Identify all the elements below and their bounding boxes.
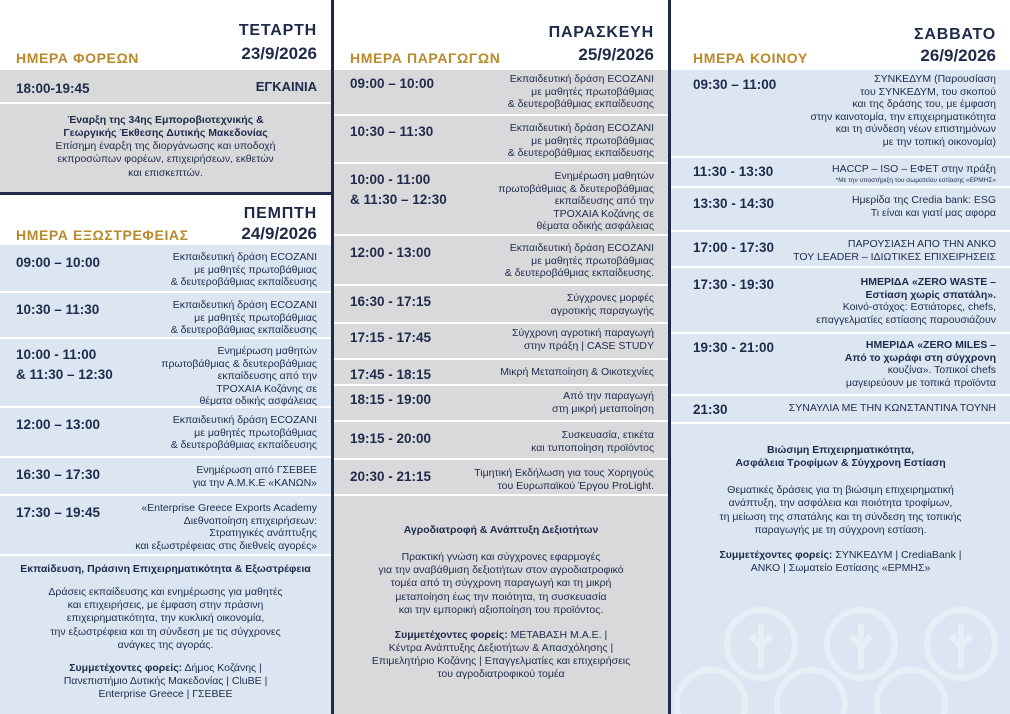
desc-line: Ενημέρωση μαθητών bbox=[554, 170, 654, 182]
desc-line: Κοινό-στόχος: Εστιάτορες, chefs, bbox=[842, 301, 996, 314]
partners-line: ΑΝΚΟ | Σωματείο Εστίασης «ΕΡΜΗΣ» bbox=[750, 561, 931, 574]
schedule-time: 10:30 – 11:30 bbox=[350, 124, 434, 139]
partners-line: ΜΕΤΑΒΑΣΗ Μ.Α.Ε. | bbox=[510, 628, 608, 641]
schedule-row bbox=[671, 334, 1010, 396]
desc-line: θέματα οδικής ασφάλειας bbox=[536, 220, 654, 233]
schedule-time: 09:00 – 10:00 bbox=[350, 76, 435, 91]
desc-line: Εκπαιδευτική δράση ECOZANI bbox=[172, 251, 317, 263]
schedule-time: 19:30 - 21:00 bbox=[693, 340, 775, 355]
desc-line: Συσκευασία, ετικέτα bbox=[561, 429, 654, 441]
schedule-time: 18:00-19:45 bbox=[16, 81, 90, 96]
schedule-time: 10:30 – 11:30 bbox=[16, 302, 100, 317]
info-line: μεταποίηση έως την ποιότητα, τη συσκευασία bbox=[395, 590, 607, 603]
partners-line: Επιμελητήριο Κοζάνης | Επαγγελματίες και επιχειρήσεις bbox=[371, 655, 631, 667]
desc-line: με μαθητές πρωτοβάθμιας bbox=[194, 311, 317, 324]
decorative-pattern-icon bbox=[671, 574, 1010, 714]
schedule-desc bbox=[552, 390, 654, 415]
schedule-desc bbox=[531, 429, 654, 454]
schedule-desc bbox=[811, 73, 996, 149]
schedule-desc bbox=[171, 414, 317, 452]
partners-line: ΣΥΝΚΕΔΥΜ | CrediaBank | bbox=[835, 548, 962, 561]
desc-line: αγροτικής παραγωγής bbox=[550, 304, 654, 317]
schedule-row bbox=[334, 324, 668, 360]
desc-line: στην καινοτομία, την επιχειρηματικότητα bbox=[810, 110, 996, 123]
desc-line: και τη σύνδεση νέων επιστημόνων bbox=[835, 123, 996, 136]
info-title-line: Βιώσιμη Επιχειρηματικότητα, bbox=[766, 444, 914, 456]
schedule-row bbox=[671, 268, 1010, 334]
desc-line: με την τοπική οικονομία) bbox=[882, 135, 996, 148]
schedule-time bbox=[16, 345, 113, 384]
haccp-note: *Με την υποστήριξη του σωματείου εστίασης «ΕΡΜΗΣ» bbox=[835, 177, 996, 184]
partners-label: Συμμετέχοντες φορείς: bbox=[719, 548, 833, 561]
desc-line: ΣΥΝΚΕΔΥΜ (Παρουσίαση bbox=[874, 73, 996, 85]
desc-line: με μαθητές πρωτοβάθμιας bbox=[194, 263, 317, 276]
desc-line: «Enterprise Greece Exports Academy bbox=[141, 502, 317, 514]
info-title: Αγροδιατροφή & Ανάπτυξη Δεξιοτήτων bbox=[403, 524, 599, 536]
desc-line: & δευτεροβάθμιας εκπαίδευσης bbox=[170, 439, 317, 452]
desc-line: & δευτεροβάθμιας εκπαίδευσης bbox=[507, 98, 654, 111]
desc-line: Εκπαιδευτική δράση ECOZANI bbox=[509, 73, 654, 85]
schedule-time: 17:45 - 18:15 bbox=[350, 367, 432, 382]
desc-line: και εξωστρέφειας στις διεθνείς αγορές» bbox=[135, 539, 317, 552]
wednesday-opening-row bbox=[0, 70, 331, 104]
schedule-desc bbox=[505, 242, 654, 280]
schedule-time: 17:30 – 19:45 bbox=[16, 505, 101, 520]
desc-line: & δευτεροβάθμιας εκπαίδευσης. bbox=[504, 267, 654, 280]
partners-line: του αγροδιατροφικού τομέα bbox=[437, 668, 565, 681]
opening-bold-line: Γεωργικής Έκθεσης Δυτικής Μακεδονίας bbox=[63, 127, 268, 140]
schedule-desc bbox=[793, 238, 996, 263]
desc-line: & δευτεροβάθμιας εκπαίδευσης bbox=[507, 147, 654, 160]
saturday-day-type: ΗΜΕΡΑ ΚΟΙΝΟΥ bbox=[693, 50, 808, 66]
opening-desc-line: και επισκεπτών. bbox=[128, 166, 203, 179]
info-body bbox=[683, 484, 998, 537]
desc-line: εκπαίδευσης από την bbox=[554, 195, 654, 208]
schedule-row bbox=[0, 408, 331, 458]
opening-label: ΕΓΚΑΙΝΙΑ bbox=[255, 79, 317, 94]
desc-line: ΗΜΕΡΙΔΑ «ZERO WASTE – bbox=[860, 276, 996, 288]
column-wednesday-thursday bbox=[0, 0, 331, 714]
schedule-desc bbox=[161, 345, 317, 408]
desc-line: HACCP – ISO – ΕΦΕΤ στην πράξη bbox=[832, 163, 996, 175]
info-line: για την αναβάθμιση δεξιοτήτων στον αγροδιατροφικό bbox=[378, 564, 624, 577]
desc-line: Εκπαιδευτική δράση ECOZANI bbox=[172, 414, 317, 426]
column-friday bbox=[334, 0, 668, 714]
partners-label: Συμμετέχοντες φορείς: bbox=[69, 661, 183, 674]
partners-line: Enterprise Greece | ΓΣΕΒΕΕ bbox=[98, 688, 233, 700]
friday-info bbox=[346, 524, 656, 681]
schedule-desc bbox=[789, 402, 996, 415]
desc-line: & δευτεροβάθμιας εκπαίδευσης bbox=[170, 324, 317, 337]
schedule-desc bbox=[832, 163, 996, 176]
opening-desc-line: εκπροσώπων φορέων, επιχειρήσεων, εκθετών bbox=[57, 153, 274, 166]
schedule-row bbox=[334, 386, 668, 422]
info-line: τομέα από τη σύγχρονη παραγωγή και τη μικρή bbox=[390, 577, 612, 590]
info-partners bbox=[683, 549, 998, 575]
desc-line: Μικρή Μεταποίηση & Οικοτεχνίες bbox=[500, 366, 654, 378]
desc-line: Ενημέρωση μαθητών bbox=[217, 345, 317, 357]
info-line: την εξωστρέφεια και τη σύνδεση με τις σύγχρονες bbox=[50, 625, 281, 638]
saturday-header bbox=[671, 0, 1010, 70]
schedule-time: 16:30 – 17:30 bbox=[16, 467, 101, 482]
schedule-row bbox=[334, 422, 668, 460]
thursday-info bbox=[12, 563, 319, 701]
schedule-time: 21:30 bbox=[693, 402, 728, 417]
wednesday-header bbox=[0, 0, 331, 70]
schedule-row bbox=[671, 158, 1010, 188]
info-line: και την εμπορική αξιοποίηση του προϊόντος. bbox=[398, 603, 604, 616]
schedule-row bbox=[671, 396, 1010, 424]
saturday-date: 26/9/2026 bbox=[920, 46, 996, 65]
friday-day-name: ΠΑΡΑΣΚΕΥΗ bbox=[548, 24, 654, 41]
desc-line: με μαθητές πρωτοβάθμιας bbox=[531, 254, 654, 267]
schedule-row bbox=[334, 116, 668, 164]
desc-line: του Ευρωπαϊκού Έργου ProLight. bbox=[497, 479, 654, 492]
desc-line: στη μικρή μεταποίηση bbox=[552, 402, 654, 415]
schedule-desc bbox=[551, 292, 654, 317]
schedule-desc bbox=[474, 467, 654, 492]
schedule-row bbox=[334, 236, 668, 286]
schedule-time: 17:00 - 17:30 bbox=[693, 240, 775, 255]
schedule-row bbox=[334, 460, 668, 496]
info-title: Εκπαίδευση, Πράσινη Επιχειρηματικότητα & Εξωστρέφεια bbox=[20, 563, 311, 575]
schedule-desc bbox=[845, 339, 996, 389]
wednesday-date: 23/9/2026 bbox=[241, 44, 317, 63]
desc-line: Ενημέρωση από ΓΣΕΒΕΕ bbox=[196, 464, 317, 476]
schedule-row bbox=[0, 458, 331, 496]
schedule-row bbox=[671, 188, 1010, 232]
schedule-time: 12:00 - 13:00 bbox=[350, 245, 432, 260]
thursday-day-name: ΠΕΜΠΤΗ bbox=[243, 205, 317, 222]
saturday-day-name: ΣΑΒΒΑΤΟ bbox=[913, 26, 996, 43]
desc-line: ΠΑΡΟΥΣΙΑΣΗ ΑΠΟ ΤΗΝ ΑΝΚΟ bbox=[847, 238, 996, 250]
info-partners bbox=[12, 662, 319, 701]
info-title bbox=[683, 444, 998, 470]
desc-line: ΗΜΕΡΙΔΑ «ZERO MILES – bbox=[865, 339, 996, 351]
desc-line: Στρατηγικές ανάπτυξης bbox=[209, 527, 317, 540]
column-saturday bbox=[671, 0, 1010, 714]
schedule-row bbox=[0, 245, 331, 293]
desc-line: Εστίαση χωρίς σπατάλη». bbox=[865, 288, 996, 301]
schedule-desc bbox=[171, 299, 317, 337]
desc-line: Εκπαιδευτική δράση ECOZANI bbox=[509, 242, 654, 254]
schedule-desc bbox=[508, 122, 654, 160]
schedule-time: 16:30 - 17:15 bbox=[350, 294, 432, 309]
time-line: 10:00 - 11:00 bbox=[16, 347, 97, 362]
schedule-time: 17:30 - 19:30 bbox=[693, 277, 775, 292]
wednesday-day-name: ΤΕΤΑΡΤΗ bbox=[238, 22, 317, 39]
schedule-desc bbox=[512, 327, 654, 352]
desc-line: Εκπαιδευτική δράση ECOZANI bbox=[172, 299, 317, 311]
thursday-header bbox=[0, 195, 331, 245]
desc-line: Τιμητική Εκδήλωση για τους Χορηγούς bbox=[474, 467, 654, 479]
schedule-time: 17:15 - 17:45 bbox=[350, 330, 432, 345]
partners-label: Συμμετέχοντες φορείς: bbox=[394, 628, 508, 641]
time-line: & 11:30 – 12:30 bbox=[16, 366, 113, 382]
friday-header bbox=[334, 0, 668, 70]
schedule-desc bbox=[508, 73, 654, 111]
desc-line: Ημερίδα της Credia bank: ESG bbox=[851, 194, 996, 206]
schedule-time: 11:30 - 13:30 bbox=[693, 164, 774, 179]
schedule-row bbox=[0, 496, 331, 556]
desc-line: ΤΡΟΧΑΙΑ Κοζάνης σε bbox=[553, 207, 654, 220]
desc-line: Τι είναι και γιατί μας αφορα bbox=[870, 206, 996, 219]
desc-line: μαγειρεύουν με τοπικά προϊόντα bbox=[845, 376, 996, 389]
info-line: ανάπτυξη, την ασφάλεια και ποιότητα τροφίμων, bbox=[728, 497, 953, 510]
info-line: Πρακτική γνώση και σύγχρονες εφαρμογές bbox=[401, 551, 601, 564]
desc-line: θέματα οδικής ασφάλειας bbox=[199, 395, 317, 408]
schedule-time: 12:00 – 13:00 bbox=[16, 417, 101, 432]
info-line: ανάγκες της αγοράς. bbox=[117, 638, 214, 651]
thursday-day-type: ΗΜΕΡΑ ΕΞΩΣΤΡΕΦΕΙΑΣ bbox=[16, 227, 189, 243]
time-line: 10:00 - 11:00 bbox=[350, 172, 431, 187]
schedule-row bbox=[334, 360, 668, 386]
schedule-desc bbox=[135, 502, 317, 552]
opening-bold-line: Έναρξη της 34ης Εμποροβιοτεχνικής & bbox=[67, 114, 264, 126]
desc-line: Σύγχρονες μορφές bbox=[566, 292, 654, 304]
partners-line: Δήμος Κοζάνης | bbox=[184, 661, 262, 674]
schedule-desc bbox=[171, 251, 317, 289]
info-partners bbox=[346, 629, 656, 682]
desc-line: και της δράσης του, με έμφαση bbox=[852, 98, 996, 111]
desc-line: Από το χωράφι στη σύγχρονη bbox=[844, 351, 996, 364]
desc-line: Εκπαιδευτική δράση ECOZANI bbox=[509, 122, 654, 134]
desc-line: πρωτοβάθμιας & δευτεροβάθμιας bbox=[498, 182, 654, 195]
schedule-desc bbox=[193, 464, 317, 489]
schedule-time: 13:30 - 14:30 bbox=[693, 196, 775, 211]
desc-line: και τυποποίηση προϊόντος bbox=[531, 441, 654, 454]
schedule-row bbox=[671, 70, 1010, 158]
desc-line: & δευτεροβάθμιας εκπαίδευσης bbox=[170, 276, 317, 289]
schedule-row bbox=[334, 164, 668, 236]
info-line: και επιχειρήσεις, με έμφαση στην πράσινη bbox=[67, 599, 264, 612]
wednesday-opening-desc bbox=[0, 104, 331, 192]
info-title-line: Ασφάλεια Τροφίμων & Σύγχρονη Εστίαση bbox=[735, 457, 946, 470]
desc-line: Σύγχρονη αγροτική παραγωγή bbox=[511, 327, 654, 339]
desc-line: για την Α.Μ.Κ.Ε «ΚΑΝΩΝ» bbox=[192, 476, 317, 489]
desc-line: ΤΟΥ LEADER – ΙΔΙΩΤΙΚΕΣ ΕΠΙΧΕΙΡΗΣΕΙΣ bbox=[793, 250, 996, 263]
saturday-info bbox=[683, 444, 998, 575]
schedule-row bbox=[0, 293, 331, 339]
schedule-row bbox=[671, 232, 1010, 268]
info-body bbox=[346, 551, 656, 617]
schedule-desc bbox=[498, 170, 654, 233]
friday-date: 25/9/2026 bbox=[578, 45, 654, 64]
schedule-desc bbox=[500, 366, 654, 379]
desc-line: ΤΡΟΧΑΙΑ Κοζάνης σε bbox=[216, 382, 317, 395]
schedule-time: 09:00 – 10:00 bbox=[16, 255, 101, 270]
desc-line: πρωτοβάθμιας & δευτεροβάθμιας bbox=[161, 357, 317, 370]
schedule-time: 18:15 - 19:00 bbox=[350, 392, 432, 407]
partners-line: Πανεπιστήμιο Δυτικής Μακεδονίας | CluBE | bbox=[63, 674, 268, 687]
schedule-time: 09:30 – 11:00 bbox=[693, 77, 777, 92]
desc-line: ΣΥΝΑΥΛΙΑ ΜΕ ΤΗΝ ΚΩΝΣΤΑΝΤΙΝΑ ΤΟΥΝΗ bbox=[788, 402, 996, 414]
schedule-time: 19:15 - 20:00 bbox=[350, 431, 432, 446]
info-line: επιχειρηματικότητα, την κυκλική οικονομία, bbox=[66, 612, 265, 625]
desc-line: με μαθητές πρωτοβάθμιας bbox=[531, 85, 654, 98]
wednesday-day-type: ΗΜΕΡΑ ΦΟΡΕΩΝ bbox=[16, 50, 140, 66]
time-line: & 11:30 – 12:30 bbox=[350, 191, 447, 207]
desc-line: με μαθητές πρωτοβάθμιας bbox=[194, 426, 317, 439]
desc-line: στην πράξη | CASE STUDY bbox=[523, 339, 654, 352]
thursday-date: 24/9/2026 bbox=[241, 224, 317, 243]
schedule-desc bbox=[852, 194, 996, 219]
desc-line: εκπαίδευσης από την bbox=[217, 370, 317, 383]
info-line: Θεματικές δράσεις για τη βιώσιμη επιχειρηματική bbox=[727, 484, 954, 497]
desc-line: επαγγελματίες εστίασης παρουσιάζουν bbox=[816, 313, 996, 326]
desc-line: Διεθνοποίηση επιχειρήσεων: bbox=[183, 514, 317, 527]
info-line: παραγωγής με τη σύγχρονη εστίαση. bbox=[754, 523, 927, 536]
schedule-time bbox=[350, 170, 447, 209]
schedule-desc bbox=[816, 276, 996, 326]
desc-line: κουζίνα». Τοπικοί chefs bbox=[887, 364, 996, 377]
schedule-row bbox=[0, 339, 331, 408]
desc-line: του ΣΥΝΚΕΔΥΜ, του σκοπού bbox=[860, 85, 996, 98]
schedule-row bbox=[334, 286, 668, 324]
info-body bbox=[12, 586, 319, 652]
info-line: τη μείωση της σπατάλης και τη σύνδεση της τοπικής bbox=[719, 510, 962, 523]
friday-day-type: ΗΜΕΡΑ ΠΑΡΑΓΩΓΩΝ bbox=[350, 50, 501, 66]
partners-line: Κέντρα Ανάπτυξης Δεξιοτήτων & Απασχόλησης | bbox=[388, 641, 614, 654]
info-line: Δράσεις εκπαίδευσης και ενημέρωσης για μαθητές bbox=[48, 586, 283, 599]
opening-desc-line: Επίσημη έναρξη της διοργάνωσης και υποδοχή bbox=[55, 140, 276, 153]
schedule-row bbox=[334, 70, 668, 116]
schedule-time: 20:30 - 21:15 bbox=[350, 469, 432, 484]
desc-line: Από την παραγωγή bbox=[563, 390, 654, 402]
desc-line: με μαθητές πρωτοβάθμιας bbox=[531, 134, 654, 147]
